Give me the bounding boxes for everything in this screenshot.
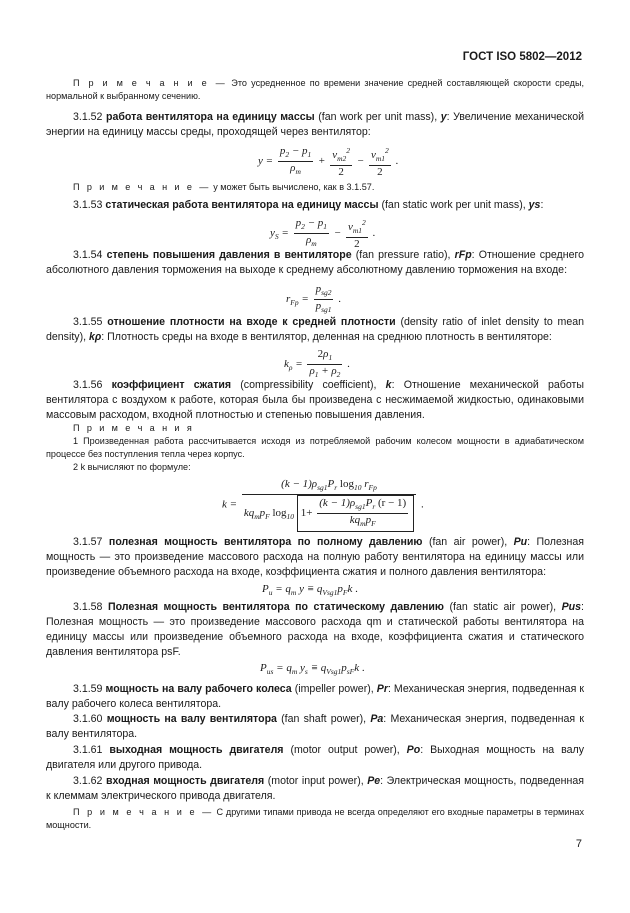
section-3-1-60: 3.1.60 мощность на валу вентилятора (fan shaft power), Pa: Механическая энергия, подведенная к валу вентилятора.	[46, 713, 584, 740]
section-3-1-59: 3.1.59 мощность на валу рабочего колеса (impeller power), Pr: Механическая энергия, подведенная к валу рабочего колеса вентилятора.	[46, 683, 584, 710]
section-3-1-56: 3.1.56 коэффициент сжатия (compressibility coefficient), k: Отношение механической работы вентилятора с воздухом к работе, которая была бы произведена с несжимаемой жидкостью, одинаковыми массовым расходом, входной плотностью и степенью повышения давления.	[46, 379, 585, 421]
formula-y: y = $\frac{p_2 - p_1}{\rho_m}$ + $\frac{v_{m2}^2}{2}$ − $\frac{v_{m1}^2}{2}$ .	[258, 145, 399, 178]
note-top: П р и м е ч а н и е — Это усредненное по времени значение средней составляющей скорости среды, нормальной к выбранному сечению.	[46, 78, 585, 101]
formula-ys: $y_S$ = $\frac{p_2 - p_1}{\rho_m}$ − $\frac{v_{m1}^2}{2}$ .	[270, 217, 376, 250]
section-3-1-61: 3.1.61 выходная мощность двигателя (motor output power), Po: Выходная мощность на валу двигателя или другого привода.	[46, 744, 585, 771]
formula-rfp: $r_{Fp}$ = $p_{sg2}$ $p_{sg1}$ .	[286, 283, 341, 314]
note-bottom: П р и м е ч а н и е — С другими типами привода не всегда определяют его входные параметры в терминах мощности.	[46, 807, 584, 830]
section-3-1-57: 3.1.57 полезная мощность вентилятора по полному давлению (fan air power), Pu: Полезная мощность — это произведение массового расхода на полную работу вентилятора на единицу массы или произведение объемного расхода на входе, коэффициента сжатия и полного давления вентилятора:	[46, 536, 584, 578]
page-number: 7	[575, 838, 582, 850]
formula-k: k = $(k - 1)\rho_{sg1}P_r$ $\log_{10} r_{Fp}$ $kq_mp_F$ $\log_{10} 1+$ $(k - 1)\rho_{sg1}P_r$ (r − 1) $kq_mp_F$ .	[222, 478, 424, 532]
formula-pus: $P_{us} = q_m$ $y_s \equiv q_{Vsg1}p_{sF}k$ .	[260, 662, 365, 676]
standard-header: ГОСТ ISO 5802—2012	[462, 51, 582, 63]
notes-3-1-56: П р и м е ч а н и я 1 Произведенная работа рассчитывается исходя из потребляемой рабочим колесом мощности в адиабатическом процессе без поступления тепла через корпус. 2 k вычисляют по формуле:	[46, 423, 584, 472]
formula-pu: $P_u = q_m$ $y \equiv q_{Vsg1}p_Fk$ .	[262, 583, 358, 597]
section-3-1-58: 3.1.58 Полезная мощность вентилятора по статическому давлению (fan static air power), Pus: Полезная мощность — это произведение массового расхода qm и статической работы вентилятора на единицу массы или произведение объемного расхода на входе, коэффициента сжатия и статического давления вентилятора psF.	[46, 601, 584, 658]
section-3-1-52: 3.1.52 работа вентилятора на единицу массы (fan work per unit mass), y: Увеличение механической энергии на единицу массы среды, проходящей через вентилятор:	[46, 111, 585, 138]
formula-krho: $k_\rho$ = $\frac{2\rho_1}{\rho_1 + \rho_2}$ .	[284, 348, 350, 379]
section-3-1-62: 3.1.62 входная мощность двигателя (motor input power), Pe: Электрическая мощность, подведенная к клеммам электрического привода двигателя.	[46, 775, 585, 802]
section-3-1-53: 3.1.53 статическая работа вентилятора на единицу массы (fan static work per unit mass), ys:	[73, 199, 544, 211]
note-3-1-52: П р и м е ч а н и е — y может быть вычислено, как в 3.1.57.	[73, 182, 375, 192]
section-3-1-55: 3.1.55 отношение плотности на входе к средней плотности (density ratio of inlet density to mean density), kρ: Плотность среды на входе в вентилятор, деленная на среднюю плотность в вентиляторе:	[46, 316, 585, 343]
section-3-1-54: 3.1.54 степень повышения давления в вентиляторе (fan pressure ratio), rFp: Отношение среднего абсолютного давления торможения на выходе к среднему абсолютному давлению торможения на входе:	[46, 249, 584, 276]
